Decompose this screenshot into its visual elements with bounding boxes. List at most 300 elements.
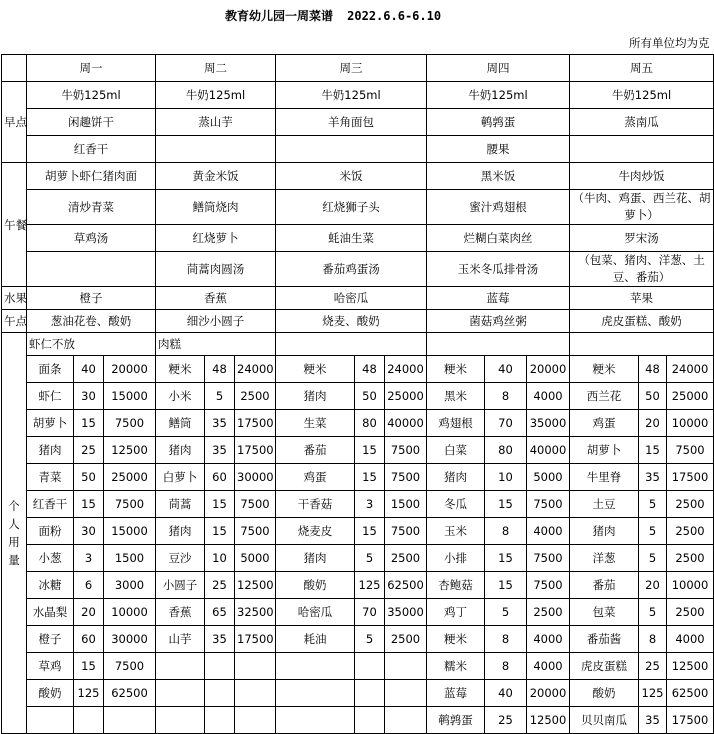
ingredient-name: 粳米	[427, 626, 485, 653]
ingredient-name: 白萝卜	[156, 464, 205, 491]
fruit-item: 哈密瓜	[276, 287, 427, 310]
total-grams: 2500	[235, 383, 276, 410]
per-child-grams: 8	[485, 518, 527, 545]
per-child-grams: 15	[74, 653, 104, 680]
section-personal: 个人用量	[2, 333, 27, 734]
per-child-grams: 35	[639, 464, 667, 491]
ingredient-name: 小葱	[27, 545, 74, 572]
total-grams: 3000	[104, 572, 156, 599]
lunch-item: 蚝油生菜	[276, 225, 427, 252]
per-child-grams: 15	[639, 437, 667, 464]
ingredient-name: 酸奶	[27, 680, 74, 707]
total-grams: 7500	[385, 437, 427, 464]
total-grams: 17500	[667, 464, 714, 491]
ingredient-name: 冬瓜	[427, 491, 485, 518]
ingredient-name: 生菜	[276, 410, 355, 437]
total-grams: 7500	[527, 572, 570, 599]
total-grams: 12500	[235, 572, 276, 599]
ingredient-name: 香蕉	[156, 599, 205, 626]
ingredient-name: 面条	[27, 356, 74, 383]
ingredient-name	[156, 680, 205, 707]
note-empty	[427, 333, 570, 356]
lunch-row	[2, 252, 714, 287]
per-child-grams: 5	[639, 518, 667, 545]
total-grams: 7500	[104, 410, 156, 437]
section-breakfast: 早点	[2, 82, 27, 163]
total-grams: 17500	[235, 626, 276, 653]
total-grams: 4000	[527, 383, 570, 410]
per-child-grams: 80	[355, 410, 385, 437]
ingredient-name: 茼蒿	[156, 491, 205, 518]
ingredient-name: 鹌鹑蛋	[427, 707, 485, 734]
ingredient-name: 干香菇	[276, 491, 355, 518]
section-lunch: 午餐	[2, 163, 27, 287]
total-grams: 17500	[235, 410, 276, 437]
per-child-grams: 20	[639, 410, 667, 437]
ingredient-name: 土豆	[570, 491, 639, 518]
ingredient-name: 西兰花	[570, 383, 639, 410]
ingredient-name: 猪肉	[156, 518, 205, 545]
per-child-grams: 10	[205, 545, 235, 572]
per-child-grams: 5	[639, 545, 667, 572]
per-child-grams: 15	[74, 491, 104, 518]
day-header: 周四	[427, 55, 570, 82]
breakfast-item: 牛奶125ml	[570, 82, 714, 109]
total-grams: 10000	[667, 410, 714, 437]
total-grams: 4000	[527, 653, 570, 680]
total-grams: 7500	[667, 437, 714, 464]
afternoon-item: 葱油花卷、酸奶	[27, 310, 156, 333]
total-grams	[104, 707, 156, 734]
total-grams: 7500	[235, 491, 276, 518]
total-grams: 1500	[104, 545, 156, 572]
ingredient-name: 橙子	[27, 626, 74, 653]
usage-row	[2, 464, 714, 491]
ingredient-name	[156, 707, 205, 734]
ingredient-name: 酸奶	[570, 680, 639, 707]
afternoon-item: 菌菇鸡丝粥	[427, 310, 570, 333]
per-child-grams: 125	[639, 680, 667, 707]
usage-row	[2, 599, 714, 626]
ingredient-name: 草鸡	[27, 653, 74, 680]
total-grams: 4000	[667, 626, 714, 653]
total-grams: 12500	[104, 437, 156, 464]
total-grams: 40000	[527, 437, 570, 464]
per-child-grams: 8	[485, 383, 527, 410]
ingredient-name: 洋葱	[570, 545, 639, 572]
note-empty	[276, 333, 427, 356]
usage-row	[2, 410, 714, 437]
lunch-item: 草鸡汤	[27, 225, 156, 252]
per-child-grams: 25	[205, 572, 235, 599]
total-grams: 7500	[527, 545, 570, 572]
day-header: 周二	[156, 55, 276, 82]
total-grams: 32500	[235, 599, 276, 626]
per-child-grams: 80	[485, 437, 527, 464]
per-child-grams: 3	[355, 491, 385, 518]
per-child-grams: 5	[355, 626, 385, 653]
per-child-grams: 35	[205, 437, 235, 464]
per-child-grams	[355, 653, 385, 680]
afternoon-item: 烧麦、酸奶	[276, 310, 427, 333]
total-grams: 2500	[667, 599, 714, 626]
total-grams: 4000	[527, 626, 570, 653]
total-grams: 12500	[667, 653, 714, 680]
lunch-item: 黑米饭	[427, 163, 570, 190]
lunch-item: （包菜、猪肉、洋葱、土豆、番茄）	[570, 252, 714, 287]
ingredient-name: 番茄	[570, 572, 639, 599]
per-child-grams: 25	[639, 653, 667, 680]
usage-row	[2, 707, 714, 734]
total-grams: 62500	[385, 572, 427, 599]
lunch-item: 番茄鸡蛋汤	[276, 252, 427, 287]
lunch-item: 米饭	[276, 163, 427, 190]
per-child-grams	[355, 707, 385, 734]
per-child-grams: 40	[485, 356, 527, 383]
usage-row	[2, 626, 714, 653]
per-child-grams: 50	[639, 383, 667, 410]
breakfast-item: 蒸山芋	[156, 109, 276, 136]
ingredient-name: 青菜	[27, 464, 74, 491]
total-grams: 24000	[235, 356, 276, 383]
note-tuesday: 肉糕	[156, 333, 276, 356]
per-child-grams: 50	[74, 464, 104, 491]
day-header: 周一	[27, 55, 156, 82]
per-child-grams: 30	[74, 518, 104, 545]
per-child-grams: 70	[485, 410, 527, 437]
total-grams: 20000	[527, 680, 570, 707]
total-grams: 12500	[527, 707, 570, 734]
per-child-grams: 10	[485, 464, 527, 491]
total-grams: 7500	[385, 464, 427, 491]
total-grams	[385, 707, 427, 734]
per-child-grams: 15	[355, 518, 385, 545]
ingredient-name: 猪肉	[570, 518, 639, 545]
total-grams: 2500	[385, 626, 427, 653]
total-grams: 62500	[667, 680, 714, 707]
ingredient-name: 玉米	[427, 518, 485, 545]
per-child-grams: 60	[74, 626, 104, 653]
per-child-grams: 48	[205, 356, 235, 383]
lunch-item: 蜜汁鸡翅根	[427, 190, 570, 225]
per-child-grams: 8	[485, 653, 527, 680]
per-child-grams: 125	[355, 572, 385, 599]
lunch-item: 玉米冬瓜排骨汤	[427, 252, 570, 287]
lunch-item	[27, 252, 156, 287]
ingredient-name: 黑米	[427, 383, 485, 410]
ingredient-name: 面粉	[27, 518, 74, 545]
lunch-row	[2, 163, 714, 190]
total-grams	[235, 653, 276, 680]
unit-row	[2, 32, 714, 55]
lunch-item: 清炒青菜	[27, 190, 156, 225]
note-empty	[570, 333, 714, 356]
title-text: 教育幼儿园一周菜谱	[224, 9, 333, 23]
breakfast-row	[2, 136, 714, 163]
per-child-grams	[205, 707, 235, 734]
fruit-item: 橙子	[27, 287, 156, 310]
total-grams: 5000	[235, 545, 276, 572]
total-grams: 20000	[104, 356, 156, 383]
per-child-grams	[205, 653, 235, 680]
per-child-grams: 20	[74, 599, 104, 626]
ingredient-name: 贝贝南瓜	[570, 707, 639, 734]
day-header: 周五	[570, 55, 714, 82]
total-grams: 7500	[235, 518, 276, 545]
breakfast-item	[276, 136, 427, 163]
menu-table	[1, 32, 714, 734]
afternoon-row	[2, 310, 714, 333]
ingredient-name: 粳米	[570, 356, 639, 383]
usage-row	[2, 545, 714, 572]
ingredient-name: 猪肉	[427, 464, 485, 491]
ingredient-name: 虾仁	[27, 383, 74, 410]
ingredient-name: 胡萝卜	[570, 437, 639, 464]
ingredient-name: 牛里脊	[570, 464, 639, 491]
section-fruit: 水果	[2, 287, 27, 310]
ingredient-name: 粳米	[276, 356, 355, 383]
ingredient-name: 猪肉	[276, 545, 355, 572]
day-header-row	[2, 55, 714, 82]
ingredient-name: 猪肉	[276, 383, 355, 410]
notes-row	[2, 333, 714, 356]
ingredient-name: 烧麦皮	[276, 518, 355, 545]
fruit-item: 香蕉	[156, 287, 276, 310]
total-grams: 20000	[527, 356, 570, 383]
per-child-grams: 6	[74, 572, 104, 599]
ingredient-name: 山芋	[156, 626, 205, 653]
ingredient-name: 包菜	[570, 599, 639, 626]
total-grams: 30000	[104, 626, 156, 653]
total-grams: 2500	[667, 491, 714, 518]
total-grams: 7500	[104, 491, 156, 518]
lunch-item: 黄金米饭	[156, 163, 276, 190]
ingredient-name: 冰糖	[27, 572, 74, 599]
lunch-item: 胡萝卜虾仁猪肉面	[27, 163, 156, 190]
per-child-grams	[355, 680, 385, 707]
ingredient-name: 豆沙	[156, 545, 205, 572]
ingredient-name: 虎皮蛋糕	[570, 653, 639, 680]
per-child-grams: 48	[639, 356, 667, 383]
per-child-grams: 15	[355, 464, 385, 491]
ingredient-name	[27, 707, 74, 734]
total-grams: 25000	[667, 383, 714, 410]
total-grams: 15000	[104, 383, 156, 410]
lunch-row	[2, 225, 714, 252]
total-grams: 15000	[104, 518, 156, 545]
lunch-item: 鳝筒烧肉	[156, 190, 276, 225]
total-grams: 7500	[385, 518, 427, 545]
total-grams: 25000	[385, 383, 427, 410]
ingredient-name: 红香干	[27, 491, 74, 518]
breakfast-item: 牛奶125ml	[27, 82, 156, 109]
total-grams	[385, 653, 427, 680]
per-child-grams: 15	[74, 410, 104, 437]
ingredient-name	[276, 707, 355, 734]
lunch-item: 茼蒿肉圆汤	[156, 252, 276, 287]
total-grams: 17500	[235, 437, 276, 464]
fruit-row	[2, 287, 714, 310]
ingredient-name: 酸奶	[276, 572, 355, 599]
per-child-grams: 65	[205, 599, 235, 626]
usage-row	[2, 491, 714, 518]
total-grams: 35000	[385, 599, 427, 626]
total-grams: 2500	[385, 545, 427, 572]
total-grams: 25000	[104, 464, 156, 491]
afternoon-item: 虎皮蛋糕、酸奶	[570, 310, 714, 333]
corner-cell	[2, 55, 27, 82]
ingredient-name: 鸡丁	[427, 599, 485, 626]
ingredient-name	[276, 680, 355, 707]
usage-row	[2, 437, 714, 464]
total-grams: 10000	[667, 572, 714, 599]
breakfast-item: 羊角面包	[276, 109, 427, 136]
ingredient-name: 鸡蛋	[276, 464, 355, 491]
per-child-grams: 30	[74, 383, 104, 410]
ingredient-name	[276, 653, 355, 680]
per-child-grams: 25	[74, 437, 104, 464]
per-child-grams: 5	[639, 599, 667, 626]
ingredient-name: 番茄酱	[570, 626, 639, 653]
total-grams: 62500	[104, 680, 156, 707]
breakfast-item: 牛奶125ml	[276, 82, 427, 109]
total-grams: 4000	[527, 518, 570, 545]
ingredient-name: 番茄	[276, 437, 355, 464]
ingredient-name: 猪肉	[156, 437, 205, 464]
total-grams: 5000	[527, 464, 570, 491]
per-child-grams: 35	[639, 707, 667, 734]
per-child-grams: 40	[74, 356, 104, 383]
total-grams: 7500	[104, 653, 156, 680]
ingredient-name: 糯米	[427, 653, 485, 680]
total-grams	[235, 707, 276, 734]
ingredient-name: 耗油	[276, 626, 355, 653]
per-child-grams: 40	[485, 680, 527, 707]
breakfast-item: 牛奶125ml	[427, 82, 570, 109]
ingredient-name: 白菜	[427, 437, 485, 464]
per-child-grams: 15	[485, 545, 527, 572]
total-grams: 17500	[667, 707, 714, 734]
total-grams: 35000	[527, 410, 570, 437]
ingredient-name: 杏鲍菇	[427, 572, 485, 599]
total-grams: 30000	[235, 464, 276, 491]
lunch-item: 牛肉炒饭	[570, 163, 714, 190]
usage-row	[2, 383, 714, 410]
per-child-grams: 25	[485, 707, 527, 734]
per-child-grams: 5	[485, 599, 527, 626]
usage-row	[2, 356, 714, 383]
total-grams: 10000	[104, 599, 156, 626]
per-child-grams: 15	[485, 491, 527, 518]
per-child-grams: 8	[485, 626, 527, 653]
ingredient-name: 猪肉	[27, 437, 74, 464]
breakfast-item: 闲趣饼干	[27, 109, 156, 136]
lunch-item: 红烧萝卜	[156, 225, 276, 252]
ingredient-name: 胡萝卜	[27, 410, 74, 437]
ingredient-name: 小圆子	[156, 572, 205, 599]
total-grams	[235, 680, 276, 707]
total-grams: 2500	[667, 518, 714, 545]
ingredient-name: 粳米	[156, 356, 205, 383]
ingredient-name: 鳝筒	[156, 410, 205, 437]
per-child-grams: 60	[205, 464, 235, 491]
usage-row	[2, 572, 714, 599]
ingredient-name: 小排	[427, 545, 485, 572]
per-child-grams: 35	[205, 410, 235, 437]
breakfast-row	[2, 109, 714, 136]
ingredient-name: 水晶梨	[27, 599, 74, 626]
date-range: 2022.6.6-6.10	[347, 9, 442, 23]
per-child-grams: 8	[639, 626, 667, 653]
breakfast-item: 牛奶125ml	[156, 82, 276, 109]
per-child-grams: 35	[205, 626, 235, 653]
ingredient-name: 粳米	[427, 356, 485, 383]
lunch-item: 红烧狮子头	[276, 190, 427, 225]
breakfast-item: 红香干	[27, 136, 156, 163]
per-child-grams: 5	[639, 491, 667, 518]
per-child-grams: 5	[355, 545, 385, 572]
per-child-grams: 15	[355, 437, 385, 464]
lunch-item: 烂糊白菜肉丝	[427, 225, 570, 252]
breakfast-item	[570, 136, 714, 163]
lunch-item: 罗宋汤	[570, 225, 714, 252]
breakfast-item: 鹌鹑蛋	[427, 109, 570, 136]
breakfast-item: 蒸南瓜	[570, 109, 714, 136]
per-child-grams	[74, 707, 104, 734]
per-child-grams: 50	[355, 383, 385, 410]
breakfast-item	[156, 136, 276, 163]
total-grams: 7500	[527, 491, 570, 518]
per-child-grams: 3	[74, 545, 104, 572]
ingredient-name: 鸡翅根	[427, 410, 485, 437]
per-child-grams: 15	[205, 491, 235, 518]
section-afternoon: 午点	[2, 310, 27, 333]
per-child-grams: 15	[485, 572, 527, 599]
total-grams: 24000	[385, 356, 427, 383]
fruit-item: 蓝莓	[427, 287, 570, 310]
breakfast-item: 腰果	[427, 136, 570, 163]
per-child-grams	[205, 680, 235, 707]
lunch-item: （牛肉、鸡蛋、西兰花、胡萝卜）	[570, 190, 714, 225]
per-child-grams: 48	[355, 356, 385, 383]
ingredient-name: 鸡蛋	[570, 410, 639, 437]
usage-row	[2, 680, 714, 707]
total-grams: 40000	[385, 410, 427, 437]
per-child-grams: 20	[639, 572, 667, 599]
lunch-row	[2, 190, 714, 225]
ingredient-name: 哈密瓜	[276, 599, 355, 626]
unit-note: 所有单位均为克	[2, 32, 714, 55]
ingredient-name: 小米	[156, 383, 205, 410]
usage-row	[2, 518, 714, 545]
ingredient-name: 蓝莓	[427, 680, 485, 707]
menu-title	[0, 0, 666, 32]
breakfast-row	[2, 82, 714, 109]
afternoon-item: 细沙小圆子	[156, 310, 276, 333]
note-monday: 虾仁不放	[27, 333, 156, 356]
usage-row	[2, 653, 714, 680]
per-child-grams: 15	[205, 518, 235, 545]
total-grams: 2500	[527, 599, 570, 626]
per-child-grams: 70	[355, 599, 385, 626]
per-child-grams: 5	[205, 383, 235, 410]
total-grams: 2500	[667, 545, 714, 572]
total-grams	[385, 680, 427, 707]
total-grams: 1500	[385, 491, 427, 518]
fruit-item: 苹果	[570, 287, 714, 310]
ingredient-name	[156, 653, 205, 680]
per-child-grams: 125	[74, 680, 104, 707]
